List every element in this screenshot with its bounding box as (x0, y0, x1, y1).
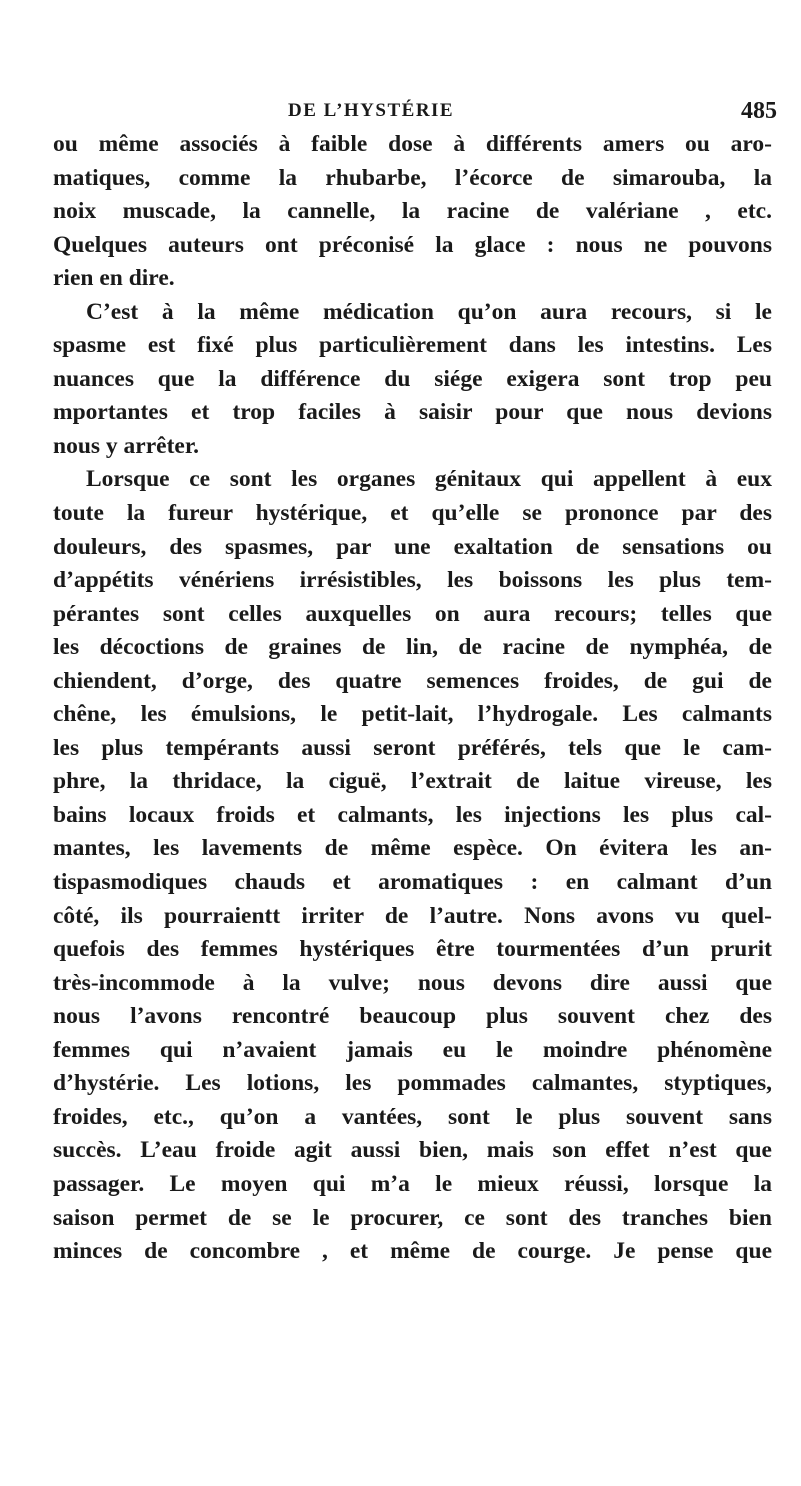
text-line: les décoctions de graines de lin, de racine de nymphéa, de (53, 634, 772, 661)
paragraph-start-line: Lorsque ce sont les organes génitaux qui appellent à eux (86, 466, 772, 493)
text-line: nuances que la différence du siége exigera sont trop peu (53, 365, 772, 392)
text-line: chêne, les émulsions, le petit-lait, l’hydrogale. Les calmants (53, 701, 772, 728)
paragraph-start-line: C’est à la même médication qu’on aura recours, si le (86, 298, 772, 325)
text-line: saison permet de se le procurer, ce sont des tranches bien (53, 1204, 772, 1231)
text-line: tispasmodiques chauds et aromatiques : en calmant d’un (53, 869, 772, 896)
text-line: douleurs, des spasmes, par une exaltation de sensations ou (53, 533, 772, 560)
text-line: succès. L’eau froide agit aussi bien, mais son effet n’est que (53, 1137, 772, 1164)
text-line: mportantes et trop faciles à saisir pour que nous devions (53, 399, 772, 426)
text-line: froides, etc., qu’on a vantées, sont le plus souvent sans (53, 1103, 772, 1130)
running-head: DE L’HYSTÉRIE (288, 100, 455, 121)
text-line: noix muscade, la cannelle, la racine de valériane , etc. (53, 198, 772, 225)
text-line: passager. Le moyen qui m’a le mieux réussi, lorsque la (53, 1170, 772, 1197)
text-line: d’hystérie. Les lotions, les pommades calmantes, styptiques, (53, 1070, 772, 1097)
page-header (0, 98, 801, 128)
text-line: rien en dire. (53, 265, 175, 292)
text-line: ou même associés à faible dose à différents amers ou aro- (53, 131, 772, 157)
text-line: nous y arrêter. (53, 432, 199, 459)
text-line: femmes qui n’avaient jamais eu le moindre phénomène (53, 1036, 772, 1063)
text-line: quefois des femmes hystériques être tourmentées d’un prurit (53, 936, 772, 963)
text-line: Quelques auteurs ont préconisé la glace : nous ne pouvons (53, 231, 772, 258)
text-line: minces de concombre , et même de courge. Je pense que (53, 1238, 772, 1265)
text-line: toute la fureur hystérique, et qu’elle se prononce par des (53, 500, 772, 527)
text-line: les plus tempérants aussi seront préférés, tels que le cam- (53, 734, 772, 761)
text-line: chiendent, d’orge, des quatre semences froides, de gui de (53, 667, 772, 694)
text-line: spasme est fixé plus particulièrement dans les intestins. Les (53, 332, 772, 359)
text-line: phre, la thridace, la ciguë, l’extrait de laitue vireuse, les (53, 768, 772, 795)
body-text (53, 128, 772, 1269)
text-line: côté, ils pourraientt irriter de l’autre. Nons avons vu quel- (53, 902, 772, 929)
text-line: mantes, les lavements de même espèce. On évitera les an- (53, 835, 772, 862)
text-line: pérantes sont celles auxquelles on aura recours; telles que (53, 600, 772, 627)
text-line: matiques, comme la rhubarbe, l’écorce de simarouba, la (53, 164, 772, 191)
text-line: nous l’avons rencontré beaucoup plus souvent chez des (53, 1003, 772, 1030)
text-line: bains locaux froids et calmants, les injections les plus cal- (53, 801, 772, 828)
text-line: d’appétits vénériens irrésistibles, les boissons les plus tem- (53, 567, 772, 594)
text-line: très-incommode à la vulve; nous devons dire aussi que (53, 969, 772, 996)
page-number: 485 (741, 98, 777, 124)
